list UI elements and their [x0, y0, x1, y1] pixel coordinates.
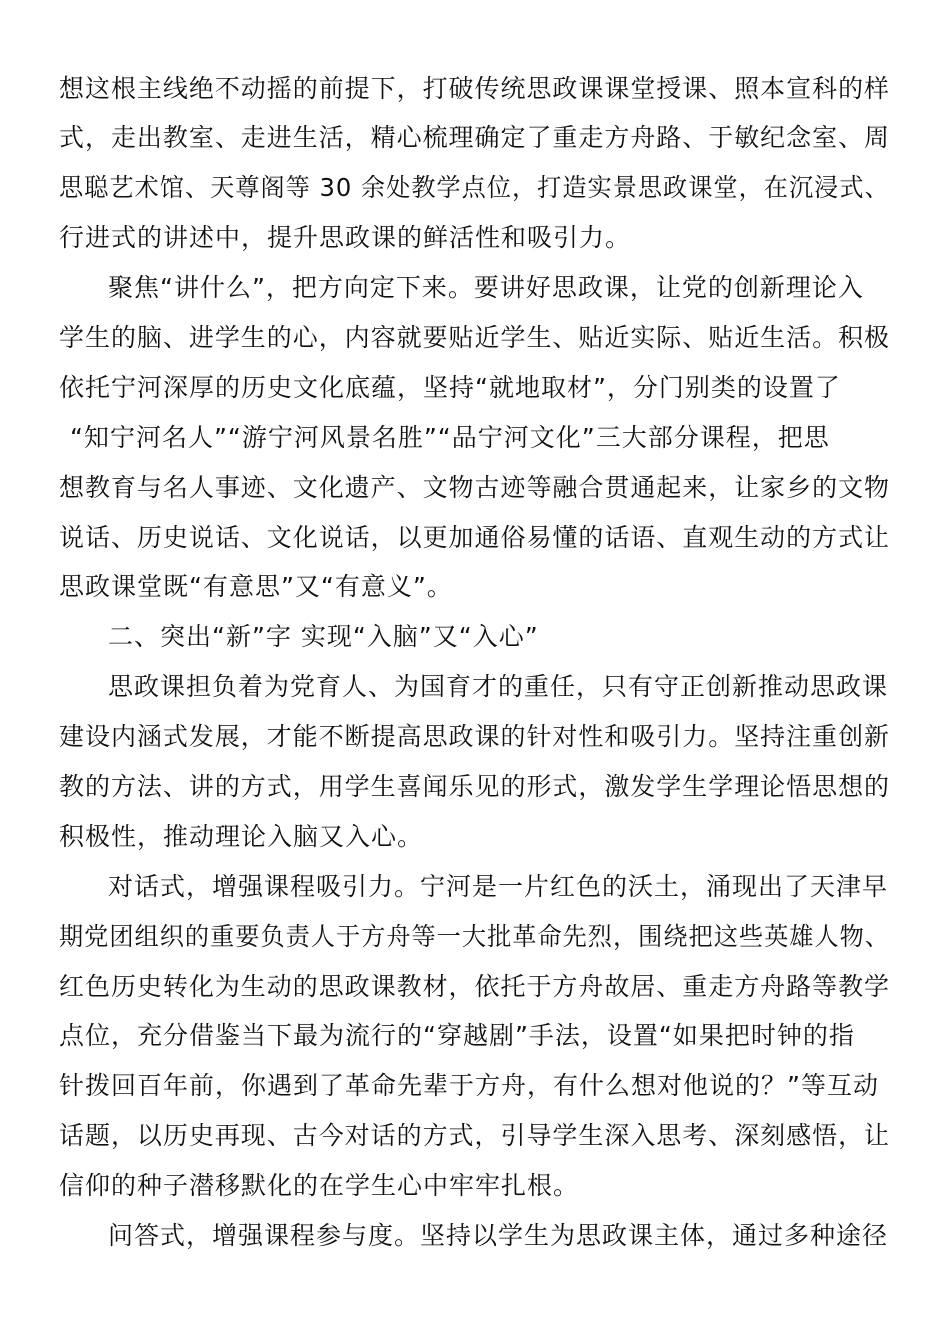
text-line: 行进式的讲述中，提升思政课的鲜活性和吸引力。: [59, 223, 632, 252]
text-line: 针拨回百年前，你遇到了革命先辈于方舟，有什么想对他说的？”等互动: [59, 1071, 879, 1100]
paragraph-start-line: 思政课担负着为党育人、为国育才的重任，只有守正创新推动思政课: [108, 672, 889, 701]
section-heading: 二、突出“新”字 实现“入脑”又“入心”: [108, 622, 539, 651]
text-line: 积极性，推动理论入脑又入心。: [59, 822, 424, 851]
text-line: 学生的脑、进学生的心，内容就要贴近学生、贴近实际、贴近生活。积极: [59, 323, 891, 352]
text-line: 说话、历史说话、文化说话，以更加通俗易懂的话语、直观生动的方式让: [59, 523, 891, 552]
text-line: 思政课堂既“有意思”又“有意义”。: [59, 572, 453, 601]
text-line: 信仰的种子潜移默化的在学生心中牢牢扎根。: [59, 1171, 580, 1200]
paragraph-start-line: 问答式，增强课程参与度。坚持以学生为思政课主体，通过多种途径: [108, 1221, 889, 1250]
text-line: 式，走出教室、走进生活，精心梳理确定了重走方舟路、于敏纪念室、周: [59, 123, 891, 152]
paragraph-start-line: 对话式，增强课程吸引力。宁河是一片红色的沃土，涌现出了天津早: [108, 872, 889, 901]
text-line: 思聪艺术馆、天尊阁等 30 余处教学点位，打造实景思政课堂，在沉浸式、: [59, 173, 890, 202]
text-line: 期党团组织的重要负责人于方舟等一大批革命先烈，围绕把这些英雄人物、: [59, 922, 890, 951]
text-line: “知宁河名人”“游宁河风景名胜”“品宁河文化”三大部分课程，把思: [70, 423, 830, 452]
text-line: 红色历史转化为生动的思政课教材，依托于方舟故居、重走方舟路等教学: [59, 972, 891, 1001]
text-line: 依托宁河深厚的历史文化底蕴，坚持“就地取材”，分门别类的设置了: [59, 373, 841, 402]
paragraph-start-line: 聚焦“讲什么”，把方向定下来。要讲好思政课，让党的创新理论入: [108, 273, 864, 302]
text-line: 想教育与名人事迹、文化遗产、文物古迹等融合贯通起来，让家乡的文物: [59, 473, 891, 502]
text-line: 建设内涵式发展，才能不断提高思政课的针对性和吸引力。坚持注重创新: [59, 722, 891, 751]
text-line: 话题，以历史再现、古今对话的方式，引导学生深入思考、深刻感悟，让: [59, 1121, 891, 1150]
text-line: 教的方法、讲的方式，用学生喜闻乐见的形式，激发学生学理论悟思想的: [59, 772, 891, 801]
text-line: 想这根主线绝不动摇的前提下，打破传统思政课课堂授课、照本宣科的样: [59, 74, 891, 103]
text-line: 点位，充分借鉴当下最为流行的“穿越剧”手法，设置“如果把时钟的指: [59, 1021, 855, 1050]
